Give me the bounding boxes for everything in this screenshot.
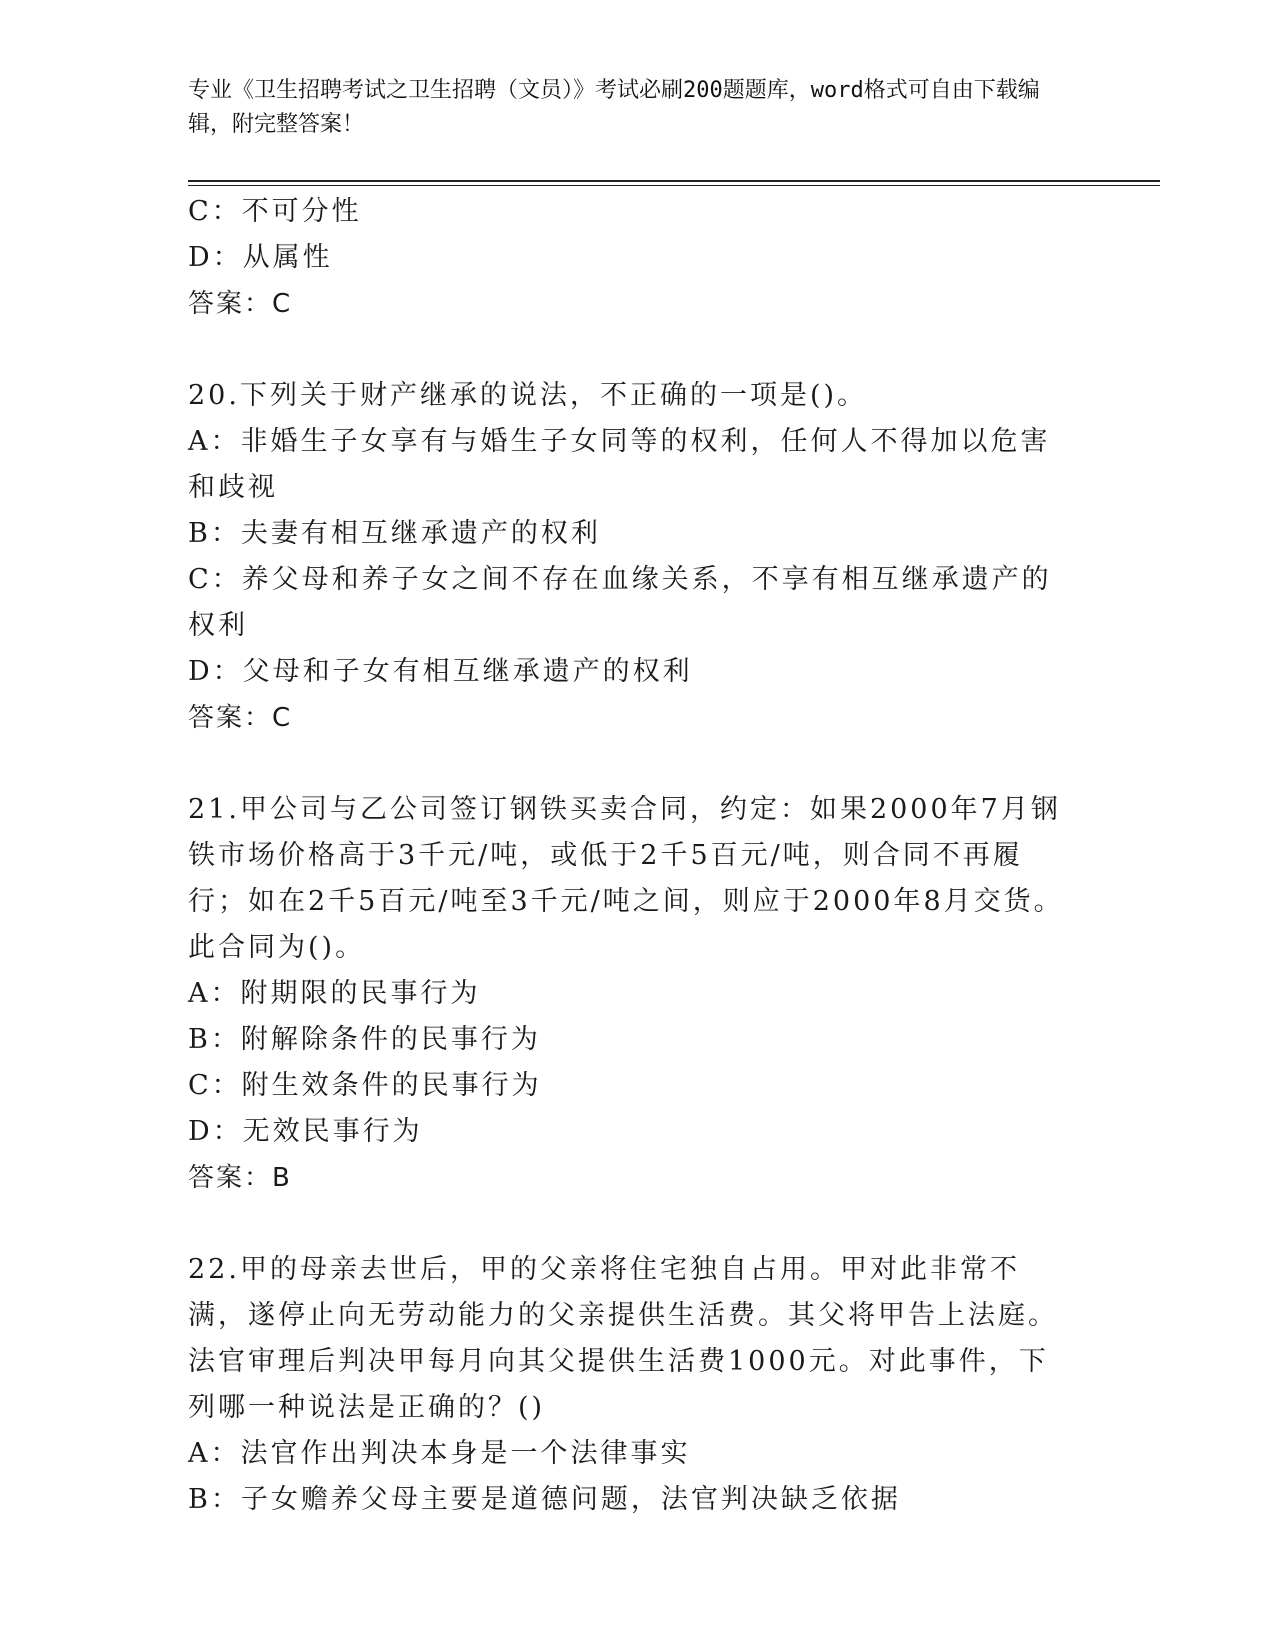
q21-option-a: A：附期限的民事行为: [188, 978, 481, 1009]
q22-option-a: A：法官作出判决本身是一个法律事实: [188, 1438, 691, 1469]
q20-answer: 答案：C: [188, 703, 293, 733]
q20-option-b: B：夫妻有相互继承遗产的权利: [188, 518, 601, 549]
spacer: [188, 1201, 1078, 1247]
q19-answer: 答案：C: [188, 289, 293, 319]
spacer: [188, 741, 1078, 787]
q22-stem: 22.甲的母亲去世后，甲的父亲将住宅独自占用。甲对此非常不满，遂停止向无劳动能力的父亲提供生活费。其父将甲告上法庭。法官审理后判决甲每月向其父提供生活费1000元。对此事件，下列哪一种说法是正确的？(): [188, 1254, 1058, 1423]
header-rule-thin: [188, 185, 1160, 186]
q21-option-b: B：附解除条件的民事行为: [188, 1024, 541, 1055]
spacer: [188, 327, 1078, 373]
q21-option-d: D：无效民事行为: [188, 1116, 423, 1147]
q20-option-d: D：父母和子女有相互继承遗产的权利: [188, 656, 693, 687]
q19-option-c: C：不可分性: [188, 196, 362, 227]
q19-option-d: D：从属性: [188, 242, 333, 273]
q22-option-b: B：子女赡养父母主要是道德问题，法官判决缺乏依据: [188, 1484, 901, 1515]
q20-stem: 20.下列关于财产继承的说法，不正确的一项是()。: [188, 380, 868, 411]
q20-option-a: A：非婚生子女享有与婚生子女同等的权利，任何人不得加以危害和歧视: [188, 426, 1051, 503]
header-rule: [188, 180, 1160, 182]
q21-answer: 答案：B: [188, 1163, 292, 1193]
q20-option-c: C：养父母和养子女之间不存在血缘关系，不享有相互继承遗产的权利: [188, 564, 1052, 641]
document-header: 专业《卫生招聘考试之卫生招聘（文员）》考试必刷200题题库，word格式可自由下载编辑，附完整答案！: [188, 78, 1040, 137]
question-list: [188, 189, 1078, 1523]
q21-option-c: C：附生效条件的民事行为: [188, 1070, 542, 1101]
q21-stem: 21.甲公司与乙公司签订钢铁买卖合同，约定：如果2000年7月钢铁市场价格高于3千元/吨，或低于2千5百元/吨，则合同不再履行；如在2千5百元/吨至3千元/吨之间，则应于2000年8月交货。此合同为()。: [188, 794, 1064, 963]
